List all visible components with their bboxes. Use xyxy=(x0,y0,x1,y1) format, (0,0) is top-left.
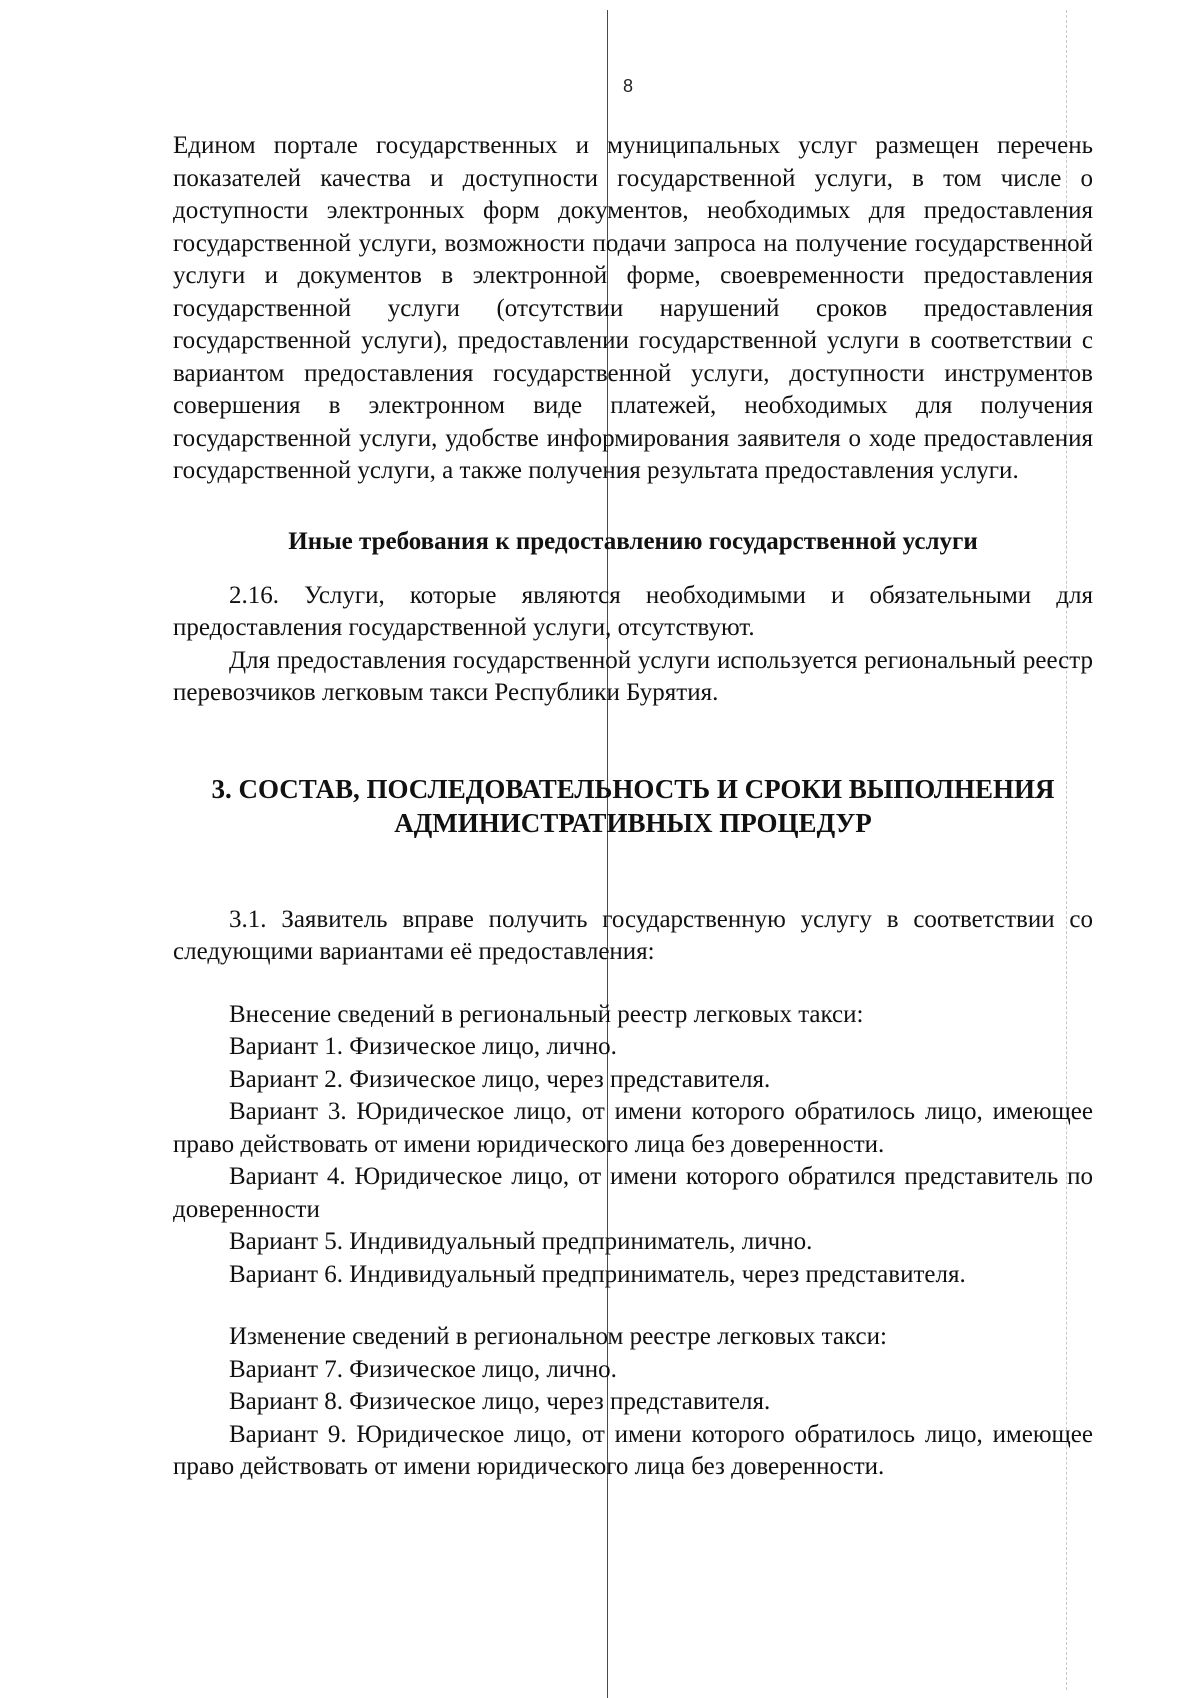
section-3-heading-line1: 3. СОСТАВ, ПОСЛЕДОВАТЕЛЬНОСТЬ И СРОКИ ВЫПОЛНЕНИЯ xyxy=(211,773,1055,804)
group1-title: Внесение сведений в региональный реестр легковых такси: xyxy=(229,1000,864,1028)
paragraph-2-16: 2.16. Услуги, которые являются необходимыми и обязательными для предоставления государственной услуги, отсутствуют. xyxy=(173,581,1093,641)
intro-paragraph: Едином портале государственных и муниципальных услуг размещен перечень показателей качества и доступности государственной услуги, в том числе о доступности электронных форм документов, необходимых для предоставления государственной услуги, возможности подачи запроса на получение государственной услуги и документов в электронной форме, своевременности предоставления государственной услуги (отсутствии нарушений сроков предоставления государственной услуги), предоставлении государственной услуги в соответствии с вариантом предоставления государственной услуги, доступности инструментов совершения в электронном виде платежей, необходимых для получения государственной услуги, удобстве информирования заявителя о ходе предоставления государственной услуги, а также получения результата предоставления услуги. xyxy=(173,132,1093,484)
page-number: 8 xyxy=(623,76,634,96)
variant-8: Вариант 8. Физическое лицо, через представителя. xyxy=(229,1388,771,1415)
group2-title: Изменение сведений в региональном реестре легковых такси: xyxy=(229,1323,887,1350)
variant-5: Вариант 5. Индивидуальный предприниматель, лично. xyxy=(229,1228,813,1255)
variant-7: Вариант 7. Физическое лицо, лично. xyxy=(229,1355,617,1383)
variant-2: Вариант 2. Физическое лицо, через представителя. xyxy=(229,1065,771,1093)
paragraph-registry: Для предоставления государственной услуги используется региональный реестр перевозчиков легковым такси Республики Бурятия. xyxy=(173,646,1093,706)
variant-6: Вариант 6. Индивидуальный предприниматель, через представителя. xyxy=(229,1260,966,1288)
variant-1: Вариант 1. Физическое лицо, лично. xyxy=(229,1033,617,1060)
variant-3: Вариант 3. Юридическое лицо, от имени которого обратилось лицо, имеющее право действовать от имени юридического лица без доверенности. xyxy=(173,1098,1093,1158)
other-requirements-heading: Иные требования к предоставлению государственной услуги xyxy=(288,527,978,555)
paragraph-3-1: 3.1. Заявитель вправе получить государственную услугу в соответствии со следующими вариантами её предоставления: xyxy=(173,905,1093,965)
section-3-heading-line2: АДМИНИСТРАТИВНЫХ ПРОЦЕДУР xyxy=(394,807,872,838)
variant-4: Вариант 4. Юридическое лицо, от имени которого обратился представитель по доверенности xyxy=(173,1163,1093,1223)
document-body xyxy=(173,130,1093,1484)
variant-9: Вариант 9. Юридическое лицо, от имени которого обратилось лицо, имеющее право действовать от имени юридического лица без доверенности. xyxy=(173,1420,1093,1480)
